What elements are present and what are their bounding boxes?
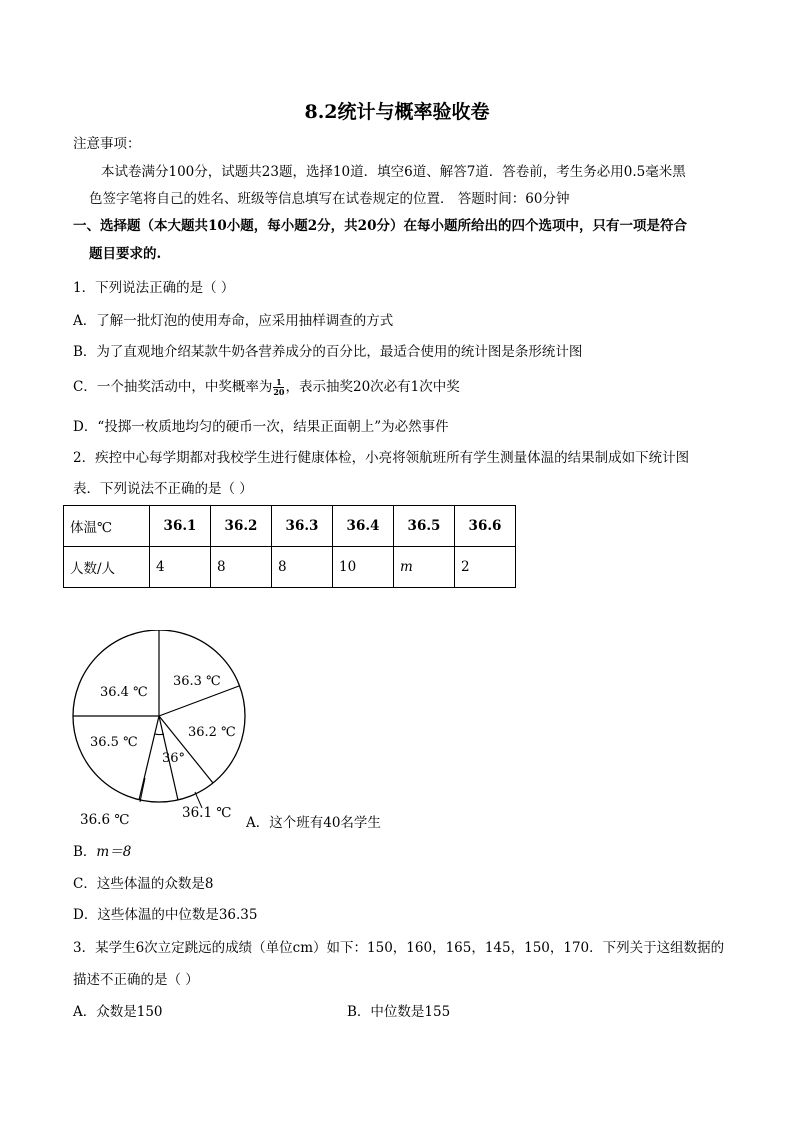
q1-option-c	[73, 377, 460, 397]
notice-heading: 注意事项：	[73, 136, 141, 152]
fraction-numerator: 1	[273, 378, 284, 388]
temperature-table	[63, 505, 516, 588]
q1-option-d: D．“投掷一枚质地均匀的硬币一次，结果正面朝上”为必然事件	[73, 419, 449, 435]
q2-option-a: A．这个班有40名学生	[246, 815, 381, 831]
label-leader-line	[140, 778, 145, 802]
q2-option-b-math: m＝8	[96, 844, 132, 860]
q2-option-b-prefix: B．	[73, 844, 97, 860]
q1-option-c-prefix: C．一个抽奖活动中，中奖概率为	[73, 379, 273, 395]
table-cell: 10	[333, 547, 394, 588]
section-heading-line-1: 一、选择题（本大题共10小题，每小题2分，共20分）在每小题所给出的四个选项中，只有一项是符合	[73, 218, 687, 234]
q3-stem-line-1: 3．某学生6次立定跳远的成绩（单位cm）如下：150，160，165，145，150，170．下列关于这组数据的	[73, 940, 725, 956]
pie-angle-label: 36°	[162, 751, 186, 766]
pie-label-36-6: 36.6 ℃	[80, 812, 130, 828]
q3-option-a: A．众数是150	[73, 1004, 163, 1020]
notice-line-2: 色签字笔将自己的姓名、班级等信息填写在试卷规定的位置． 答题时间：60分钟	[89, 191, 570, 207]
notice-line-1: 本试卷满分100分，试题共23题，选择10道．填空6道、解答7道．答卷前，考生务必用0.5毫米黑	[101, 164, 686, 180]
table-cell: 4	[150, 547, 211, 588]
table-row-label: 人数/人	[64, 547, 150, 588]
table-header-row	[64, 506, 516, 547]
table-header-label: 体温℃	[64, 506, 150, 547]
pie-label-36-1: 36.1 ℃	[182, 805, 232, 821]
pie-divider	[139, 716, 159, 800]
table-header-cell: 36.1	[150, 506, 211, 547]
pie-label-36-3: 36.3 ℃	[173, 674, 221, 689]
q2-stem-line-2: 表．下列说法不正确的是（ ）	[73, 481, 253, 497]
q3-option-b: B．中位数是155	[347, 1004, 451, 1020]
angle-arc	[155, 734, 164, 735]
table-cell: m	[394, 547, 455, 588]
section-heading-line-2: 题目要求的.	[89, 246, 162, 262]
q2-option-c: C．这些体温的众数是8	[73, 876, 214, 892]
q2-stem-line-1: 2．疾控中心每学期都对我校学生进行健康体检，小亮将领航班所有学生测量体温的结果制成如下统计图	[73, 450, 690, 466]
q1-option-b: B．为了直观地介绍某款牛奶各营养成分的百分比，最适合使用的统计图是条形统计图	[73, 344, 583, 360]
table-header-cell: 36.3	[272, 506, 333, 547]
q1-option-c-suffix: ，表示抽奖20次必有1次中奖	[285, 379, 460, 395]
q2-option-b	[73, 842, 131, 862]
table-cell: 2	[455, 547, 516, 588]
pie-divider	[159, 686, 239, 716]
table-cell: 8	[211, 547, 272, 588]
q3-stem-line-2: 描述不正确的是（ ）	[73, 972, 199, 988]
table-cell: 8	[272, 547, 333, 588]
page-title: 8.2统计与概率验收卷	[304, 101, 490, 123]
table-header-cell: 36.5	[394, 506, 455, 547]
q1-option-a: A．了解一批灯泡的使用寿命，应采用抽样调查的方式	[73, 313, 394, 329]
table-row	[64, 547, 516, 588]
q1-stem: 1．下列说法正确的是（ ）	[73, 280, 235, 296]
temperature-pie-chart	[60, 630, 260, 830]
fraction-denominator: 20	[273, 387, 285, 397]
q2-option-d: D．这些体温的中位数是36.35	[73, 907, 258, 923]
probability-fraction	[273, 378, 284, 397]
pie-label-36-4: 36.4 ℃	[100, 685, 148, 700]
pie-label-36-2: 36.2 ℃	[188, 725, 236, 740]
table-header-cell: 36.6	[455, 506, 516, 547]
table-header-cell: 36.2	[211, 506, 272, 547]
pie-label-36-5: 36.5 ℃	[90, 735, 138, 750]
table-header-cell: 36.4	[333, 506, 394, 547]
